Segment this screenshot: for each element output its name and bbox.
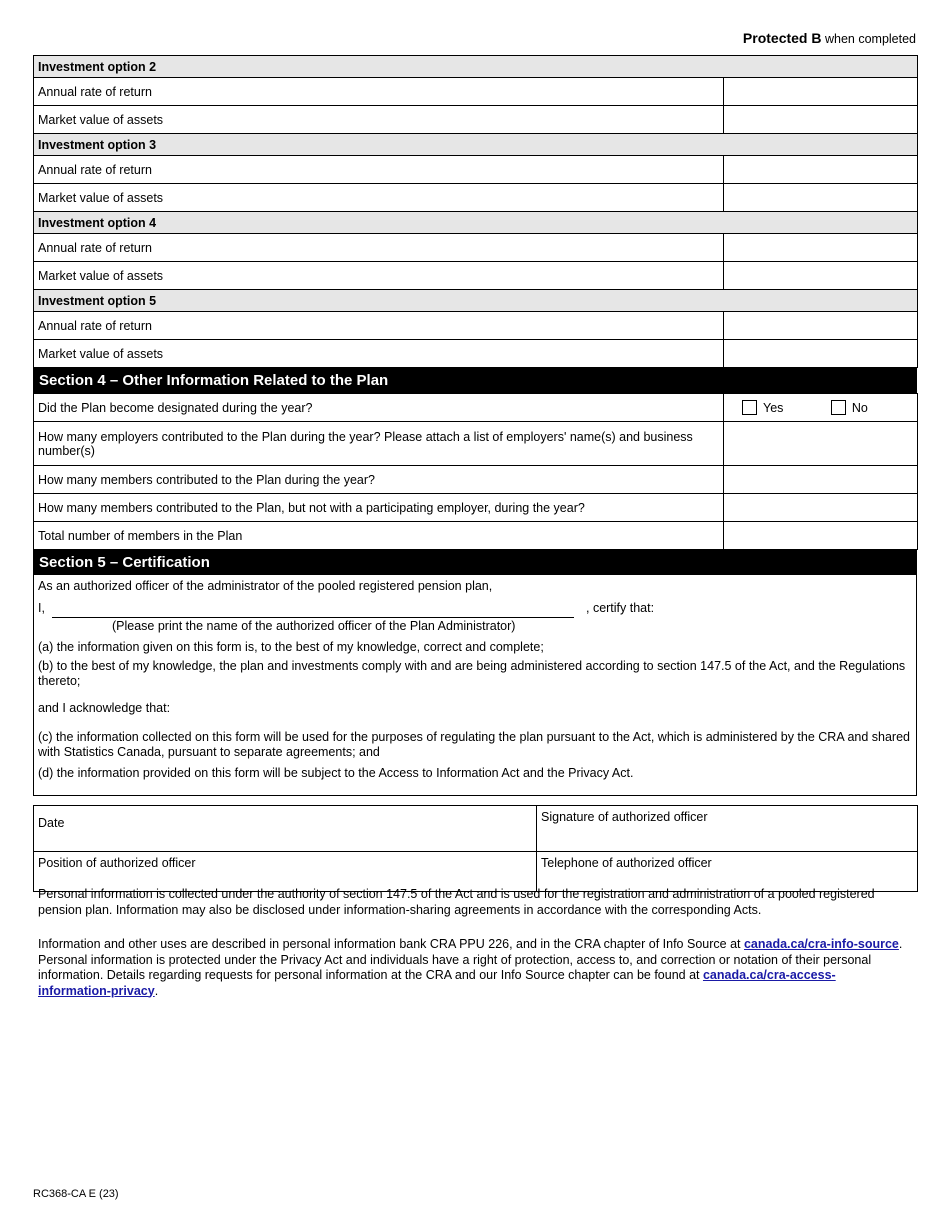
yes-checkbox[interactable] <box>742 400 757 415</box>
cert-item-b: (b) to the best of my knowledge, the plan and investments comply with and are being administered according to section 147.5 of the Act, and the Regulations thereto; <box>38 659 906 688</box>
protected-b-label: Protected B when completed <box>742 30 916 46</box>
members-nonparticipating-field[interactable] <box>724 494 918 522</box>
members-count-field[interactable] <box>724 466 918 494</box>
info-source-link[interactable]: canada.ca/cra-info-source <box>743 937 899 951</box>
section-5-header: Section 5 – Certification <box>33 550 917 575</box>
cert-name-line: I, , certify that: <box>38 601 655 615</box>
investment-value-field[interactable] <box>724 312 918 340</box>
investment-option-title: Investment option 5 <box>34 290 918 312</box>
signature-field[interactable]: Signature of authorized officer <box>537 806 918 852</box>
question-total-members: Total number of members in the Plan <box>34 522 724 550</box>
investment-row-label: Market value of assets <box>34 106 724 134</box>
investment-options-table <box>33 55 918 368</box>
investment-value-field[interactable] <box>724 262 918 290</box>
investment-row-label: Market value of assets <box>34 184 724 212</box>
cert-intro: As an authorized officer of the administrator of the pooled registered pension plan, <box>38 579 493 593</box>
privacy-notice-1: Personal information is collected under the authority of section 147.5 of the Act and is used for the registration and administration of a pooled registered pension plan. Information may also be disclosed under information-sharing agreements in accordance with the corresponding Acts. <box>38 887 875 917</box>
access-privacy-link[interactable]: canada.ca/cra-access-information-privacy <box>38 968 836 998</box>
investment-row-label: Annual rate of return <box>34 234 724 262</box>
investment-row-label: Market value of assets <box>34 262 724 290</box>
form-number: RC368-CA E (23) <box>33 1188 119 1200</box>
investment-row-label: Annual rate of return <box>34 312 724 340</box>
investment-value-field[interactable] <box>724 184 918 212</box>
officer-name-field[interactable] <box>52 617 574 618</box>
investment-row-label: Annual rate of return <box>34 156 724 184</box>
name-hint: (Please print the name of the authorized officer of the Plan Administrator) <box>112 619 516 633</box>
cert-item-c: (c) the information collected on this form will be used for the purposes of regulating the plan pursuant to the Act, which is administered by the CRA and shared with Statistics Canada, pursuant to separate agreements; and <box>38 730 911 759</box>
section-4-header: Section 4 – Other Information Related to the Plan <box>33 368 917 393</box>
investment-value-field[interactable] <box>724 106 918 134</box>
no-checkbox[interactable] <box>831 400 846 415</box>
date-field[interactable]: Date <box>34 806 537 852</box>
investment-option-title: Investment option 4 <box>34 212 918 234</box>
form-body <box>33 55 917 892</box>
employers-count-field[interactable] <box>724 422 918 466</box>
designated-answer <box>724 394 918 422</box>
yes-option[interactable]: Yes <box>742 401 783 415</box>
cert-acknowledge: and I acknowledge that: <box>38 701 171 715</box>
position-field[interactable]: Position of authorized officer <box>34 852 537 892</box>
investment-value-field[interactable] <box>724 340 918 368</box>
cert-item-a: (a) the information given on this form is, to the best of my knowledge, correct and complete; <box>38 640 544 654</box>
investment-option-title: Investment option 2 <box>34 56 918 78</box>
no-option[interactable]: No <box>831 401 868 415</box>
signature-table <box>33 805 918 892</box>
total-members-field[interactable] <box>724 522 918 550</box>
question-employers: How many employers contributed to the Plan during the year? Please attach a list of employers' name(s) and business number(s) <box>34 422 724 466</box>
investment-row-label: Annual rate of return <box>34 78 724 106</box>
telephone-field[interactable]: Telephone of authorized officer <box>537 852 918 892</box>
investment-value-field[interactable] <box>724 156 918 184</box>
certification-block <box>33 575 917 796</box>
investment-row-label: Market value of assets <box>34 340 724 368</box>
section-4-table <box>33 393 918 550</box>
question-members-nonparticipating: How many members contributed to the Plan, but not with a participating employer, during the year? <box>34 494 724 522</box>
question-members: How many members contributed to the Plan during the year? <box>34 466 724 494</box>
investment-option-title: Investment option 3 <box>34 134 918 156</box>
investment-value-field[interactable] <box>724 78 918 106</box>
question-designated: Did the Plan become designated during the year? <box>34 394 724 422</box>
investment-value-field[interactable] <box>724 234 918 262</box>
cert-item-d: (d) the information provided on this form will be subject to the Access to Information Act and the Privacy Act. <box>38 766 634 780</box>
privacy-notice-2: Information and other uses are described in personal information bank CRA PPU 226, and in the CRA chapter of Info Source at canada.ca/cra-info-source. Personal information is protected under the Privacy Act and individuals have a right of protection, access to, and correction or notation of their personal information. Details regarding requests for personal information at the CRA and our Info Source chapter can be found at canada.ca/cra-access-information-privacy. <box>38 937 903 998</box>
